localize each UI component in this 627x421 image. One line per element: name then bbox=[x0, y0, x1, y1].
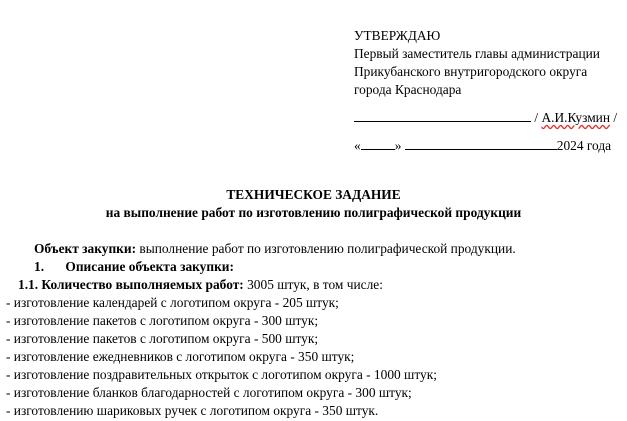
list-item: - изготовление бланков благодарностей с логотипом округа - 300 штук; bbox=[6, 385, 412, 400]
signature-end: / bbox=[613, 110, 618, 125]
procurement-object bbox=[34, 240, 516, 258]
subsection-text: 3005 штук, в том числе: bbox=[243, 277, 383, 292]
date-close-quote: » bbox=[394, 138, 402, 153]
procurement-object-label: Объект закупки: bbox=[34, 241, 137, 256]
month-blank bbox=[405, 135, 557, 150]
date-year: 2024 года bbox=[556, 138, 612, 153]
subsection-label: 1.1. Количество выполняемых работ: bbox=[18, 277, 244, 292]
section-number: 1. bbox=[34, 259, 45, 274]
list-item: - изготовление поздравительных открыток с логотипом округа - 1000 штук; bbox=[6, 367, 437, 382]
approval-heading: УТВЕРЖДАЮ bbox=[354, 28, 441, 43]
procurement-object-text: выполнение работ по изготовлению полиграфической продукции. bbox=[136, 241, 516, 256]
subsection-quantity bbox=[18, 276, 383, 294]
list-item: - изготовление пакетов с логотипом округа - 500 штук; bbox=[6, 331, 319, 346]
approval-position-line-1: Первый заместитель главы администрации bbox=[354, 46, 600, 61]
section-heading bbox=[34, 258, 234, 276]
signer-name: А.И.Кузмин bbox=[541, 110, 611, 125]
day-blank bbox=[361, 135, 395, 150]
document-title: ТЕХНИЧЕСКОЕ ЗАДАНИЕ bbox=[226, 187, 401, 202]
section-title: Описание объекта закупки: bbox=[65, 259, 234, 274]
date-line bbox=[354, 135, 611, 155]
list-item: - изготовление ежедневников с логотипом округа - 350 штук; bbox=[6, 349, 355, 364]
signature-blank bbox=[354, 107, 531, 122]
list-item: - изготовление пакетов с логотипом округа - 300 штук; bbox=[6, 313, 319, 328]
date-open-quote: « bbox=[354, 138, 361, 153]
signature-separator: / bbox=[534, 110, 539, 125]
document-subtitle: на выполнение работ по изготовлению полиграфической продукции bbox=[105, 205, 522, 220]
signature-line bbox=[354, 107, 617, 127]
approval-position-line-3: города Краснодара bbox=[354, 82, 462, 97]
list-item: - изготовление календарей с логотипом округа - 205 штук; bbox=[6, 295, 339, 310]
approval-position-line-2: Прикубанского внутригородского округа bbox=[354, 64, 588, 79]
list-item: - изготовлению шариковых ручек с логотипом округа - 350 штук. bbox=[6, 403, 379, 418]
